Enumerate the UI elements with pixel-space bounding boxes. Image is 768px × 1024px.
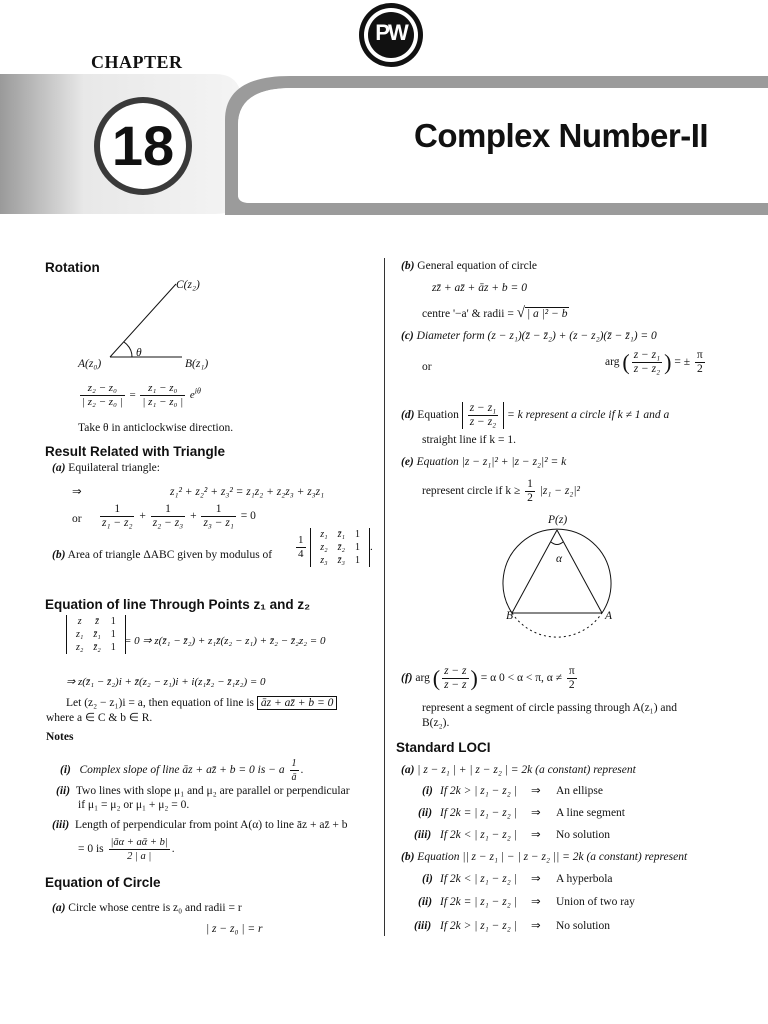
right-d: (d) Equation $\frac{\text{z − z₁}}{\text{z − z₂}}$ = k represent a circle if k ≠ 1 and a	[401, 402, 670, 428]
loci-a-cond: If 2k > | z₁ − z₂ |	[440, 785, 517, 797]
column-divider	[384, 258, 385, 936]
right-f-cont2: B(z₂).	[422, 717, 450, 729]
loci-b-arrow: ⇒	[531, 873, 541, 885]
loci-b-result: A hyperbola	[556, 873, 613, 885]
triangle-heading: Result Related with Triangle	[45, 444, 226, 459]
loci-b-cond: If 2k > | z₁ − z₂ |	[440, 920, 517, 932]
note-iii-cont: = 0 is $\frac{\text{|āα + aᾱ + b|}}{2 | a |}$ .	[78, 837, 175, 862]
loci-a-arrow: ⇒	[531, 829, 541, 841]
loci-b-result: Union of two ray	[556, 896, 635, 908]
note-ii: (ii) Two lines with slope μ₁ and μ₂ are parallel or perpendicular	[56, 785, 350, 797]
chapter-number: 18	[111, 114, 175, 177]
loci-b-arrow: ⇒	[531, 896, 541, 908]
pw-logo-text: PW	[375, 20, 407, 45]
rotation-b-label: B(z₁)	[185, 358, 209, 370]
right-c-arg: arg ( $\frac{\text{z − z₁}}{\text{z − z₂}}$ ) = ± $\frac{\pi}{2}$	[605, 349, 703, 375]
rotation-a-label: A(z₀)	[78, 358, 102, 370]
loci-a-cond: If 2k = | z₁ − z₂ |	[440, 807, 517, 819]
loci-b-result: No solution	[556, 920, 610, 932]
line-let: Let (z₂ − z₁)i = a, then equation of line is āz + az̄ + b = 0	[66, 696, 337, 710]
triangle-eq2: $\frac{1}{\text{z₁ − z₂}}$ + $\frac{1}{\text{z₂ − z₃}}$ + $\frac{1}{\text{z₃ − z₁}}$ = 0	[102, 503, 256, 529]
chapter-title: Complex Number-II	[414, 117, 709, 154]
loci-b-item: (iii)	[414, 920, 432, 932]
loci-a-item: (iii)	[414, 829, 432, 841]
circle-a: (a) Circle whose centre is z₀ and radii = r	[52, 902, 242, 914]
line-determinant: z z̄ 1 z₁ z̄₁ 1 z₂ z̄₂ 1	[66, 615, 126, 654]
loci-b-arrow: ⇒	[531, 920, 541, 932]
rotation-note: Take θ in anticlockwise direction.	[78, 422, 234, 434]
loci-a-item: (i)	[422, 785, 433, 797]
right-c-or: or	[422, 361, 432, 373]
loci-a: (a) | z − z₁ | + | z − z₂ | = 2k (a constant) represent	[401, 764, 636, 776]
triangle-or: or	[72, 513, 82, 525]
loci-b-item: (i)	[422, 873, 433, 885]
rotation-c-label: C(z₂)	[176, 279, 200, 291]
loci-b: (b) Equation || z − z₁ | − | z − z₂ || = 2k (a constant) represent	[401, 851, 688, 863]
right-b-centre: centre '−a' & radii = √ | a |² − b	[422, 305, 568, 321]
loci-b-cond: If 2k < | z₁ − z₂ |	[440, 873, 517, 885]
line-heading: Equation of line Through Points z₁ and z₂	[45, 597, 311, 612]
right-c: (c) Diameter form (z − z₁)(z̄ − z̄₂) + (z − z₂)(z̄ − z̄₁) = 0	[401, 330, 657, 342]
circle-a-label: A	[605, 610, 613, 622]
note-ii-cont: if μ₁ = μ₂ or μ₁ + μ₂ = 0.	[78, 799, 190, 811]
rotation-formula: $\frac{\text{z₂ − z₀}}{\text{| z₂ − z₀ |}}$ = $\frac{\text{z₁ − z₀}}{\text{| z₁ − z₀ |}}$ $e^{i\theta}$	[82, 382, 201, 408]
notes-heading: Notes	[46, 731, 74, 743]
loci-a-cond: If 2k < | z₁ − z₂ |	[440, 829, 517, 841]
right-d-cont: straight line if k = 1.	[422, 434, 516, 446]
loci-a-result: An ellipse	[556, 785, 603, 797]
loci-heading: Standard LOCI	[396, 740, 491, 755]
chapter-label: CHAPTER	[91, 52, 183, 72]
loci-a-result: No solution	[556, 829, 610, 841]
rotation-theta: θ	[136, 347, 142, 359]
triangle-eq1: z₁² + z₂² + z₃² = z₁z₂ + z₂z₃ + z₃z₁	[170, 486, 325, 498]
line-eq2: ⇒ z(z̄₁ − z̄₂)i + z̄(z₂ − z₁)i + i(z₁z̄₂ − z̄₁z₂) = 0	[66, 676, 266, 688]
right-b-eq: zz̄ + az̄ + āz + b = 0	[432, 282, 527, 294]
loci-a-result: A line segment	[556, 807, 625, 819]
right-b: (b) General equation of circle	[401, 260, 538, 272]
circle-diagram	[500, 520, 630, 645]
right-e-cont: represent circle if k ≥ $\frac{1}{2}$ |z₁ − z₂|²	[422, 478, 580, 504]
circle-b-label: B	[506, 610, 514, 622]
line-where: where a ∈ C & b ∈ R.	[46, 712, 153, 724]
circle-a-eq: | z − z₀ | = r	[206, 923, 263, 935]
loci-a-arrow: ⇒	[531, 785, 541, 797]
right-f: (f) arg ( $\frac{z - z}{z - z}$ ) = α 0 < α < π, α ≠ $\frac{\pi}{2}$	[401, 665, 575, 691]
note-iii: (iii) Length of perpendicular from point A(α) to line āz + az̄ + b	[52, 819, 348, 831]
triangle-implies: ⇒	[72, 486, 82, 498]
rotation-heading: Rotation	[45, 260, 100, 275]
loci-b-cond: If 2k = | z₁ − z₂ |	[440, 896, 517, 908]
note-i: (i) Complex slope of line āz + az̄ + b = 0 is − a $\frac{1}{ā}$ .	[60, 758, 304, 783]
triangle-area-formula: $\frac{1}{4}$ z₁ z̄₁ 1 z₂ z̄₂ 1 z₃ z̄₃ 1 .	[298, 529, 373, 566]
right-f-cont: represent a segment of circle passing through A(z₁) and	[422, 702, 678, 714]
loci-b-item: (ii)	[418, 896, 433, 908]
circle-heading: Equation of Circle	[45, 875, 161, 890]
right-e: (e) Equation |z − z₁|² + |z − z₂|² = k	[401, 456, 567, 468]
pw-logo	[359, 3, 423, 67]
line-det-eq: = 0 ⇒ z(z̄₁ − z̄₂) + z₁z̄(z₂ − z₁) + z̄₂ − z̄₂z₂ = 0	[124, 635, 326, 647]
loci-a-arrow: ⇒	[531, 807, 541, 819]
circle-p-label: P(z)	[548, 514, 568, 526]
loci-a-item: (ii)	[418, 807, 433, 819]
triangle-b: (b) Area of triangle ΔABC given by modulus of	[52, 549, 273, 561]
triangle-a: (a) Equilateral triangle:	[52, 462, 160, 474]
circle-alpha: α	[556, 553, 563, 565]
